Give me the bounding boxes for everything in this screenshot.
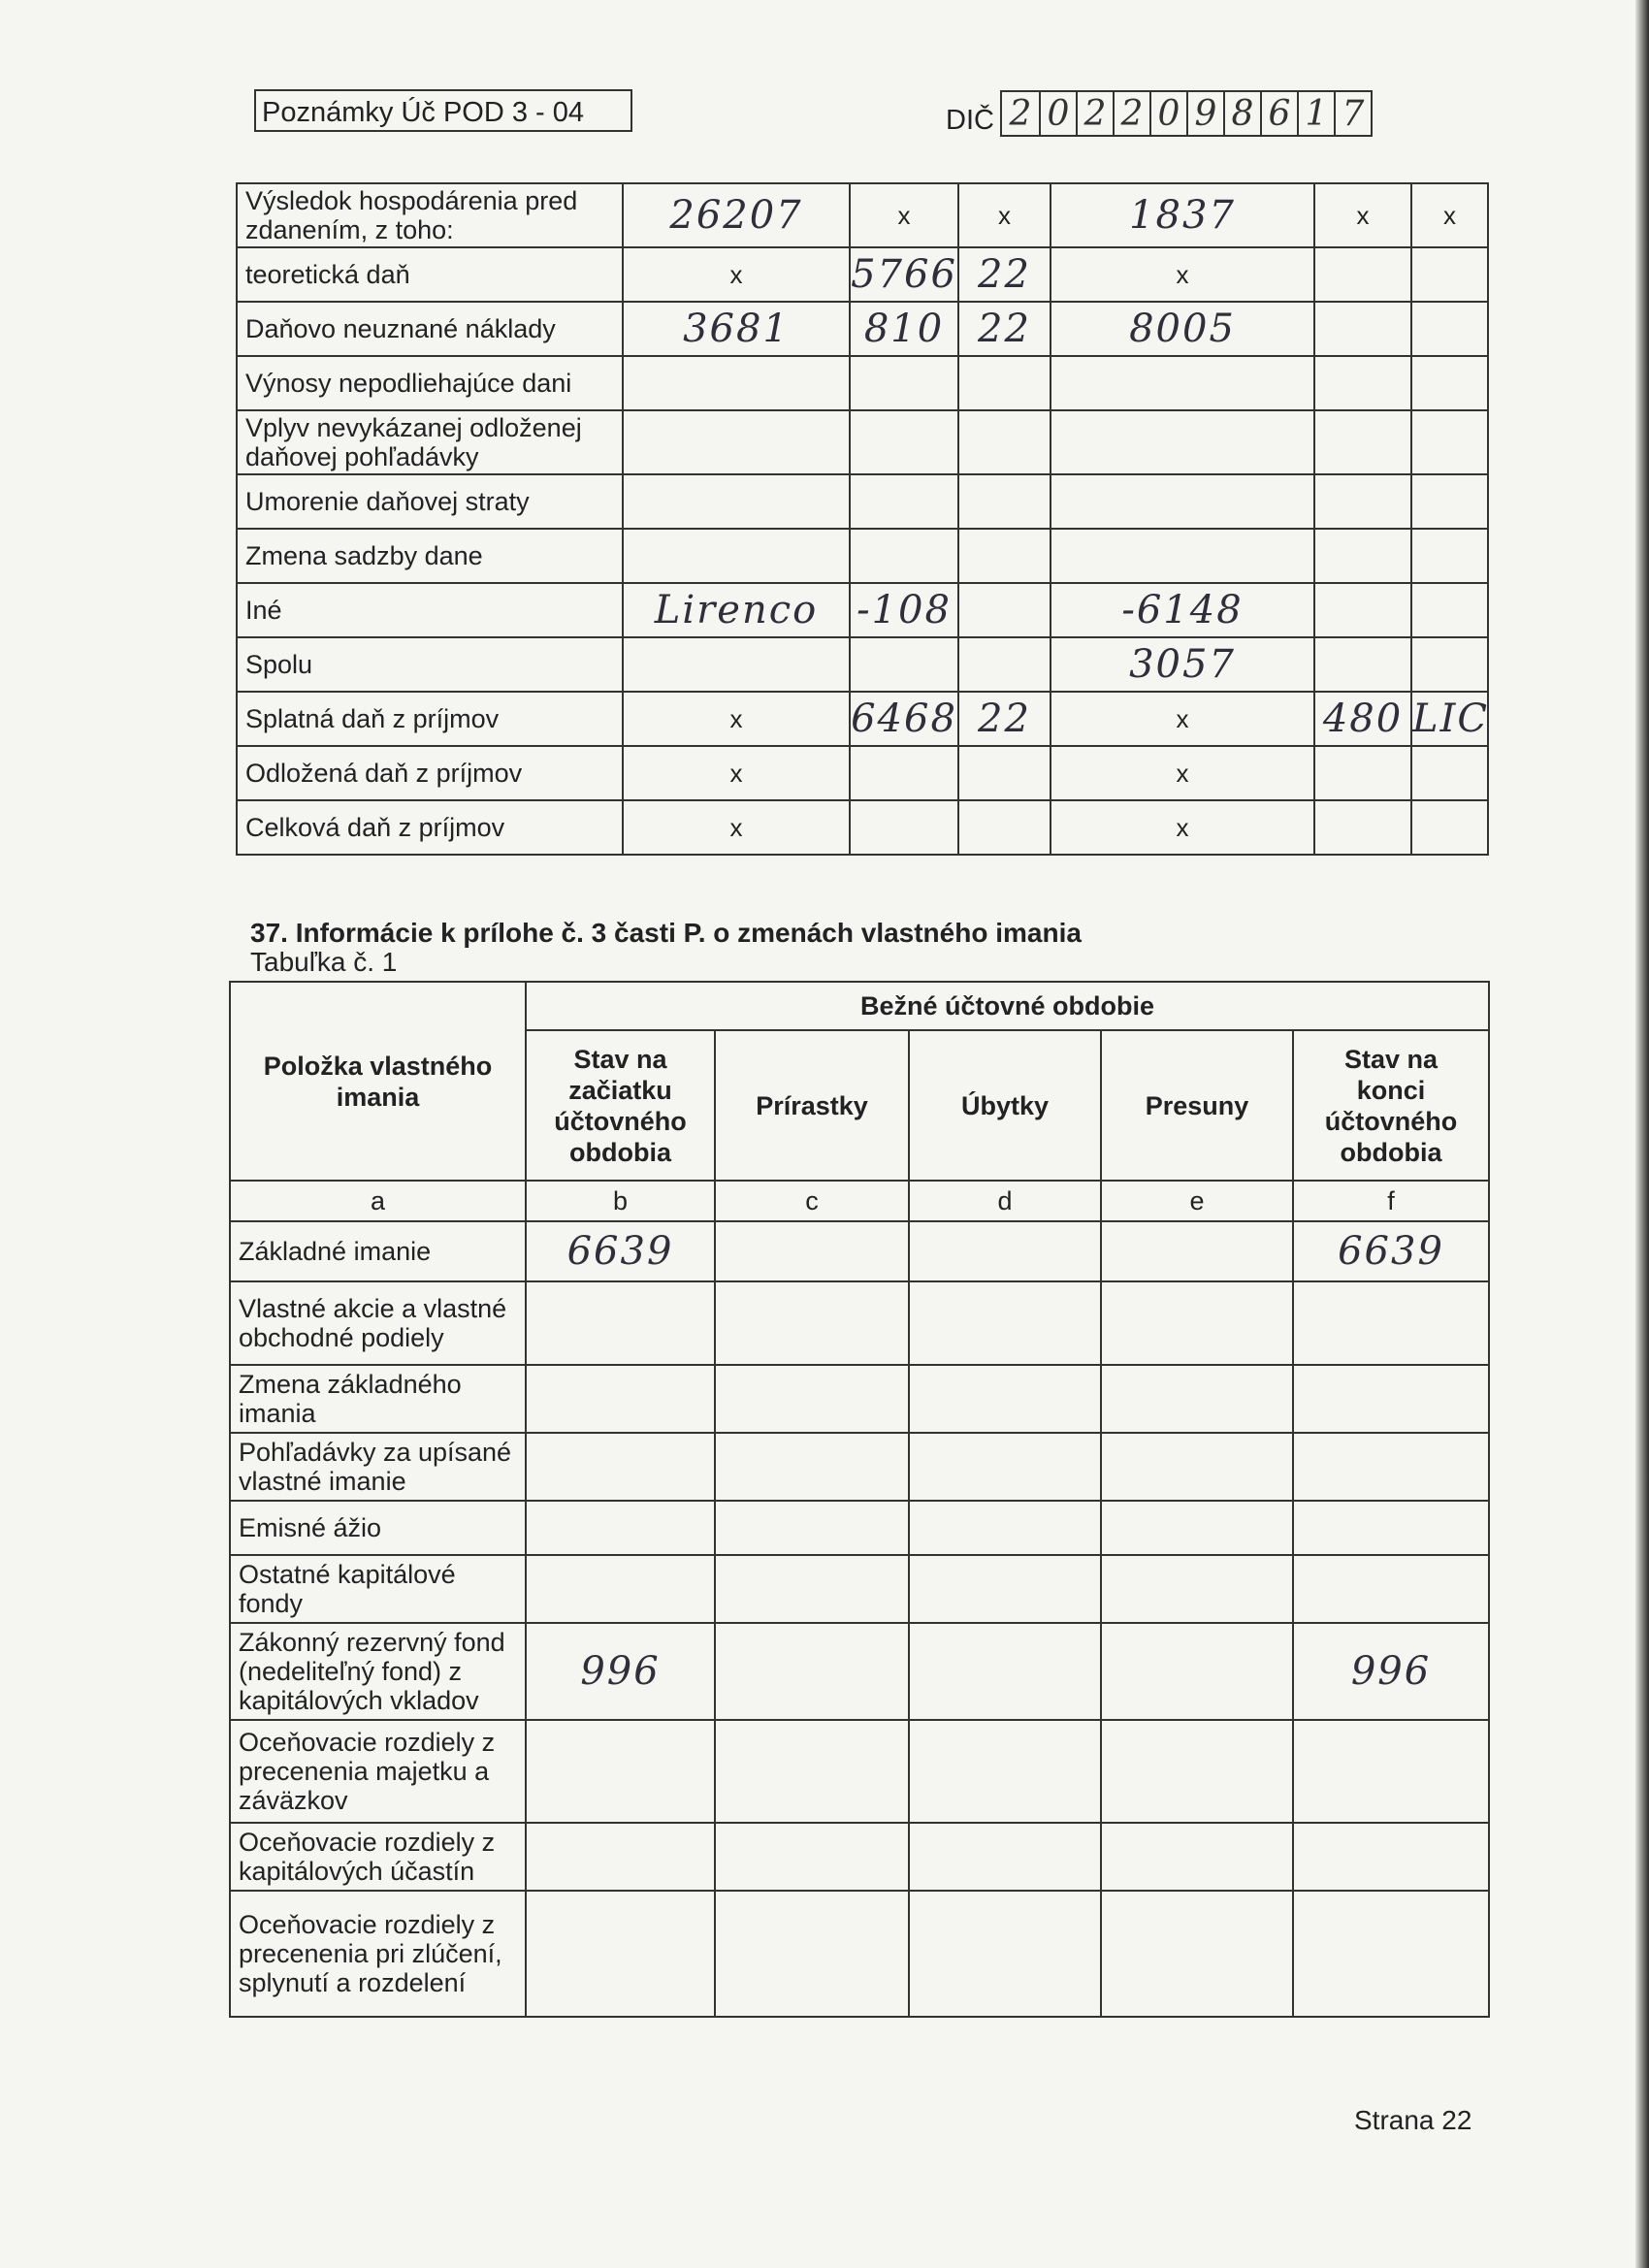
equity-row: [230, 1433, 1489, 1501]
tax-cell: [1051, 800, 1314, 855]
scan-edge: [1635, 0, 1649, 2268]
equity-cell: [526, 1365, 715, 1433]
equity-cell: [909, 1433, 1101, 1501]
section-subtitle: Tabuľka č. 1: [250, 947, 398, 977]
equity-row: [230, 1555, 1489, 1623]
tax-row: [237, 247, 1488, 302]
equity-cell: [715, 1555, 909, 1623]
equity-cell: [909, 1221, 1101, 1281]
handwritten-value: -108: [857, 588, 952, 632]
dic-field: [946, 90, 1373, 137]
dic-digits: [1000, 90, 1373, 137]
equity-cell: [1101, 1555, 1293, 1623]
equity-cell: [909, 1623, 1101, 1720]
equity-cell: [526, 1623, 715, 1720]
equity-cell: [526, 1433, 715, 1501]
tax-row: [237, 529, 1488, 583]
handwritten-value: 480: [1322, 697, 1404, 741]
equity-cell: [715, 1281, 909, 1365]
equity-cell: [715, 1501, 909, 1555]
tax-cell: [1051, 746, 1314, 800]
equity-cell: [1293, 1555, 1489, 1623]
equity-cell: [1293, 1501, 1489, 1555]
row-label: Vlastné akcie a vlastné obchodné podiely: [230, 1281, 526, 1365]
equity-cell: [1101, 1891, 1293, 2017]
header-item: Položka vlastného imania: [230, 982, 526, 1181]
form-code: Poznámky Úč POD 3 - 04: [254, 89, 632, 132]
row-label: Splatná daň z príjmov: [237, 692, 623, 746]
tax-cell: [623, 247, 850, 302]
tax-cell: [1411, 302, 1488, 356]
tax-cell: [850, 474, 958, 529]
equity-cell: [715, 1891, 909, 2017]
not-applicable-mark: x: [1356, 200, 1370, 230]
equity-row: [230, 1281, 1489, 1365]
tax-cell: [623, 302, 850, 356]
tax-cell: [958, 247, 1051, 302]
equity-cell: [909, 1720, 1101, 1823]
equity-cell: [1293, 1891, 1489, 2017]
tax-cell: [958, 746, 1051, 800]
tax-cell: [1051, 529, 1314, 583]
equity-cell: [909, 1555, 1101, 1623]
dic-digit: 9: [1186, 92, 1223, 135]
tax-cell: [623, 692, 850, 746]
tax-cell: [1411, 410, 1488, 474]
tax-cell: [623, 183, 850, 247]
tax-cell: [1314, 183, 1411, 247]
handwritten-value: 1837: [1129, 193, 1236, 238]
not-applicable-mark: x: [897, 200, 911, 230]
dic-digit: 2: [1009, 94, 1032, 134]
tax-cell: [1051, 637, 1314, 692]
equity-cell: [715, 1823, 909, 1891]
handwritten-value: 3057: [1129, 642, 1236, 687]
tax-cell: [850, 746, 958, 800]
tax-cell: [958, 800, 1051, 855]
tax-row: [237, 474, 1488, 529]
tax-cell: [1051, 474, 1314, 529]
tax-cell: [623, 356, 850, 410]
dic-digit: 6: [1260, 92, 1297, 135]
equity-cell: [909, 1823, 1101, 1891]
equity-cell: [1101, 1433, 1293, 1501]
column-letter: a: [230, 1181, 526, 1221]
tax-cell: [1051, 356, 1314, 410]
equity-cell: [1101, 1221, 1293, 1281]
tax-cell: [958, 410, 1051, 474]
header-increases: Prírastky: [715, 1030, 909, 1181]
handwritten-value: 26207: [669, 193, 803, 238]
tax-row: [237, 583, 1488, 637]
column-letter: f: [1293, 1181, 1489, 1221]
tax-cell: [958, 692, 1051, 746]
header-closing-balance: Stav na konci účtovného obdobia: [1293, 1030, 1489, 1181]
equity-row: [230, 1823, 1489, 1891]
tax-row: [237, 410, 1488, 474]
tax-reconciliation-table: [236, 182, 1489, 856]
dic-digit: 0: [1149, 92, 1186, 135]
handwritten-value: 22: [978, 697, 1031, 741]
tax-cell: [958, 183, 1051, 247]
row-label: Vplyv nevykázanej odloženej daňovej pohľadávky: [237, 410, 623, 474]
tax-cell: [850, 583, 958, 637]
row-label: Umorenie daňovej straty: [237, 474, 623, 529]
tax-cell: [1051, 692, 1314, 746]
equity-cell: [909, 1501, 1101, 1555]
dic-digit: 0: [1039, 92, 1076, 135]
equity-cell: [909, 1365, 1101, 1433]
tax-cell: [1314, 529, 1411, 583]
not-applicable-mark: x: [1176, 812, 1189, 842]
row-label: Emisné ážio: [230, 1501, 526, 1555]
tax-cell: [1411, 529, 1488, 583]
tax-row: [237, 746, 1488, 800]
equity-row: [230, 1221, 1489, 1281]
tax-row: [237, 692, 1488, 746]
row-label: Výsledok hospodárenia pred zdanením, z toho:: [237, 183, 623, 247]
handwritten-value: 22: [978, 252, 1031, 297]
row-label: Výnosy nepodliehajúce dani: [237, 356, 623, 410]
not-applicable-mark: x: [729, 703, 743, 733]
not-applicable-mark: x: [998, 200, 1011, 230]
row-label: Ostatné kapitálové fondy: [230, 1555, 526, 1623]
tax-cell: [623, 746, 850, 800]
equity-cell: [1101, 1623, 1293, 1720]
tax-cell: [623, 529, 850, 583]
column-letter: e: [1101, 1181, 1293, 1221]
handwritten-value: LIC: [1412, 697, 1489, 741]
equity-row: [230, 1720, 1489, 1823]
equity-cell: [1293, 1433, 1489, 1501]
equity-cell: [526, 1720, 715, 1823]
header-transfers: Presuny: [1101, 1030, 1293, 1181]
column-letter: b: [526, 1181, 715, 1221]
tax-cell: [850, 356, 958, 410]
tax-row: [237, 302, 1488, 356]
column-letter: c: [715, 1181, 909, 1221]
tax-cell: [623, 637, 850, 692]
equity-cell: [1293, 1720, 1489, 1823]
tax-cell: [1411, 474, 1488, 529]
tax-cell: [1051, 302, 1314, 356]
equity-cell: [1101, 1823, 1293, 1891]
handwritten-value: Lirenco: [654, 588, 819, 632]
row-label: Celková daň z príjmov: [237, 800, 623, 855]
tax-cell: [850, 529, 958, 583]
row-label: Zmena základného imania: [230, 1365, 526, 1433]
tax-cell: [1411, 183, 1488, 247]
equity-row: [230, 1891, 1489, 2017]
not-applicable-mark: x: [1176, 758, 1189, 788]
equity-cell: [1101, 1501, 1293, 1555]
header-period: Bežné účtovné obdobie: [526, 982, 1489, 1030]
tax-cell: [1314, 692, 1411, 746]
tax-cell: [1314, 356, 1411, 410]
equity-cell: [715, 1365, 909, 1433]
equity-cell: [526, 1555, 715, 1623]
handwritten-value: 810: [863, 307, 945, 351]
row-label: Pohľadávky za upísané vlastné imanie: [230, 1433, 526, 1501]
tax-cell: [1314, 637, 1411, 692]
equity-cell: [1293, 1221, 1489, 1281]
equity-cell: [1101, 1720, 1293, 1823]
tax-cell: [1314, 247, 1411, 302]
not-applicable-mark: x: [729, 812, 743, 842]
tax-cell: [1314, 800, 1411, 855]
handwritten-value: 6468: [851, 697, 957, 741]
tax-cell: [623, 474, 850, 529]
equity-cell: [1293, 1281, 1489, 1365]
not-applicable-mark: x: [1176, 703, 1189, 733]
equity-row: [230, 1365, 1489, 1433]
tax-cell: [958, 474, 1051, 529]
tax-cell: [850, 800, 958, 855]
equity-cell: [526, 1221, 715, 1281]
tax-cell: [958, 529, 1051, 583]
column-letter: d: [909, 1181, 1101, 1221]
row-label: Oceňovacie rozdiely z kapitálových účastín: [230, 1823, 526, 1891]
handwritten-value: -6148: [1121, 588, 1244, 632]
tax-cell: [850, 247, 958, 302]
row-label: Oceňovacie rozdiely z precenenia majetku a záväzkov: [230, 1720, 526, 1823]
tax-cell: [1314, 474, 1411, 529]
equity-cell: [909, 1281, 1101, 1365]
tax-cell: [1411, 746, 1488, 800]
tax-cell: [1051, 183, 1314, 247]
equity-cell: [715, 1720, 909, 1823]
tax-row: [237, 637, 1488, 692]
tax-row: [237, 183, 1488, 247]
tax-cell: [623, 583, 850, 637]
tax-cell: [1314, 302, 1411, 356]
tax-cell: [1314, 410, 1411, 474]
tax-cell: [850, 410, 958, 474]
tax-cell: [1411, 637, 1488, 692]
tax-cell: [623, 410, 850, 474]
tax-cell: [1411, 800, 1488, 855]
equity-cell: [1101, 1281, 1293, 1365]
handwritten-value: 8005: [1129, 307, 1236, 351]
handwritten-value: 3681: [683, 307, 790, 351]
equity-changes-table: [229, 981, 1490, 2018]
handwritten-value: 22: [978, 307, 1031, 351]
header-decreases: Úbytky: [909, 1030, 1101, 1181]
equity-cell: [1293, 1365, 1489, 1433]
not-applicable-mark: x: [1443, 200, 1456, 230]
tax-cell: [850, 637, 958, 692]
dic-digit: 1: [1297, 92, 1334, 135]
tax-cell: [623, 800, 850, 855]
equity-cell: [715, 1221, 909, 1281]
tax-cell: [1411, 692, 1488, 746]
dic-digit: 2: [1076, 92, 1113, 135]
not-applicable-mark: x: [729, 259, 743, 289]
tax-cell: [850, 302, 958, 356]
row-label: Iné: [237, 583, 623, 637]
equity-cell: [526, 1823, 715, 1891]
row-label: Spolu: [237, 637, 623, 692]
equity-cell: [526, 1501, 715, 1555]
equity-cell: [526, 1891, 715, 2017]
handwritten-value: 996: [1350, 1649, 1432, 1694]
tax-cell: [1314, 746, 1411, 800]
equity-cell: [526, 1281, 715, 1365]
equity-cell: [1101, 1365, 1293, 1433]
dic-label: DIČ: [946, 105, 994, 136]
header-opening-balance: Stav na začiatku účtovného obdobia: [526, 1030, 715, 1181]
tax-cell: [958, 356, 1051, 410]
tax-cell: [958, 583, 1051, 637]
equity-cell: [909, 1891, 1101, 2017]
equity-row: [230, 1501, 1489, 1555]
tax-cell: [1051, 410, 1314, 474]
row-label: Zákonný rezervný fond (nedeliteľný fond) z kapitálových vkladov: [230, 1623, 526, 1720]
dic-digit: 2: [1113, 92, 1149, 135]
row-label: Základné imanie: [230, 1221, 526, 1281]
equity-cell: [1293, 1823, 1489, 1891]
handwritten-value: 5766: [851, 252, 957, 297]
tax-row: [237, 356, 1488, 410]
section-title: 37. Informácie k prílohe č. 3 časti P. o zmenách vlastného imania: [250, 918, 1082, 948]
tax-cell: [1411, 247, 1488, 302]
tax-cell: [1051, 247, 1314, 302]
equity-cell: [715, 1433, 909, 1501]
row-label: Zmena sadzby dane: [237, 529, 623, 583]
equity-row: [230, 1623, 1489, 1720]
tax-cell: [1314, 583, 1411, 637]
equity-cell: [715, 1623, 909, 1720]
tax-cell: [958, 637, 1051, 692]
dic-digit: 7: [1334, 92, 1371, 135]
handwritten-value: 996: [580, 1649, 661, 1694]
tax-cell: [958, 302, 1051, 356]
tax-row: [237, 800, 1488, 855]
handwritten-value: 6639: [1338, 1229, 1444, 1274]
page-number: Strana 22: [1354, 2105, 1472, 2135]
tax-cell: [1411, 356, 1488, 410]
handwritten-value: 6639: [566, 1229, 674, 1274]
not-applicable-mark: x: [729, 758, 743, 788]
tax-cell: [1411, 583, 1488, 637]
row-label: teoretická daň: [237, 247, 623, 302]
tax-cell: [1051, 583, 1314, 637]
not-applicable-mark: x: [1176, 259, 1189, 289]
equity-cell: [1293, 1623, 1489, 1720]
row-label: Daňovo neuznané náklady: [237, 302, 623, 356]
tax-cell: [850, 183, 958, 247]
row-label: Odložená daň z príjmov: [237, 746, 623, 800]
row-label: Oceňovacie rozdiely z precenenia pri zlúčení, splynutí a rozdelení: [230, 1891, 526, 2017]
dic-digit: 8: [1223, 92, 1260, 135]
tax-cell: [850, 692, 958, 746]
